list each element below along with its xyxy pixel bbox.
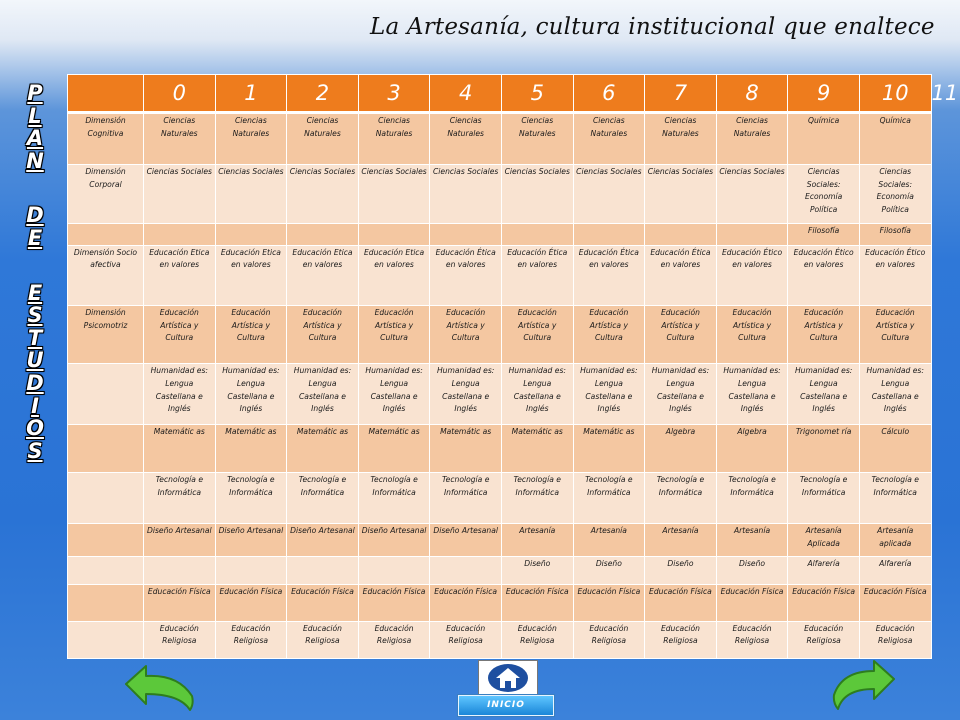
row-dimension-label (68, 223, 144, 245)
subject-cell: Trigonomet ría (788, 424, 860, 472)
grade-header: 3 (358, 75, 430, 113)
row-dimension-label: Dimensión Psicomotriz (68, 306, 144, 364)
subject-cell: Diseño Artesanal (144, 524, 216, 557)
subject-cell: Tecnología e Informática (358, 472, 430, 523)
subject-cell: Ciencias Sociales (716, 165, 788, 223)
subject-cell: Ciencias Naturales (501, 113, 573, 165)
subject-cell: Matemátic as (144, 424, 216, 472)
subject-cell: Humanidad es: Lengua Castellana e Inglés (716, 364, 788, 424)
subject-cell: Artesanía (645, 524, 717, 557)
table-row (68, 621, 932, 658)
subject-cell: Educación Física (716, 584, 788, 621)
subject-cell: Educación Etica en valores (358, 245, 430, 305)
subject-cell: Filosofía (788, 223, 860, 245)
subject-cell: Humanidad es: Lengua Castellana e Inglés (144, 364, 216, 424)
subject-cell: Educación Etica en valores (287, 245, 359, 305)
subject-cell: Ciencias Naturales (430, 113, 502, 165)
subject-cell: Diseño Artesanal (287, 524, 359, 557)
subject-cell: Educación Artística y Cultura (645, 306, 717, 364)
subject-cell: Diseño (716, 557, 788, 584)
side-label-letter: D (26, 370, 44, 395)
subject-cell: Educación Ética en valores (430, 245, 502, 305)
grade-header: 0 (144, 75, 216, 113)
subject-cell (215, 557, 287, 584)
subject-cell: Educación Física (144, 584, 216, 621)
subject-cell: Educación Física (573, 584, 645, 621)
subject-cell (215, 223, 287, 245)
grade-header: 7 (645, 75, 717, 113)
subject-cell: Educación Artística y Cultura (287, 306, 359, 364)
subject-cell: Educación Artística y Cultura (215, 306, 287, 364)
subject-cell: Tecnología e Informática (430, 472, 502, 523)
subject-cell: Matemátic as (215, 424, 287, 472)
side-label-letter: O (26, 416, 44, 441)
subject-cell: Filosofía (859, 223, 931, 245)
subject-cell: Educación Etica en valores (144, 245, 216, 305)
table-row (68, 472, 932, 523)
subject-cell (430, 223, 502, 245)
subject-cell: Educación Artística y Cultura (716, 306, 788, 364)
subject-cell: Tecnología e Informática (501, 472, 573, 523)
subject-cell: Alfarería (788, 557, 860, 584)
row-dimension-label (68, 584, 144, 621)
subject-cell: Ciencias Naturales (287, 113, 359, 165)
subject-cell: Tecnología e Informática (788, 472, 860, 523)
page-title: La Artesanía, cultura institucional que enaltece (370, 14, 935, 40)
side-label-letter: D (26, 203, 44, 228)
subject-cell: Humanidad es: Lengua Castellana e Inglés (215, 364, 287, 424)
subject-cell: Ciencias Sociales: Economía Política (788, 165, 860, 223)
subject-cell: Educación Religiosa (287, 621, 359, 658)
subject-cell: Algebra (645, 424, 717, 472)
subject-cell: Tecnología e Informática (645, 472, 717, 523)
subject-cell: Educación Religiosa (859, 621, 931, 658)
subject-cell (144, 557, 216, 584)
subject-cell: Educación Física (788, 584, 860, 621)
subject-cell (144, 223, 216, 245)
subject-cell: Diseño (645, 557, 717, 584)
subject-cell (645, 223, 717, 245)
subject-cell: Diseño Artesanal (215, 524, 287, 557)
subject-cell: Educación Ética en valores (573, 245, 645, 305)
subject-cell: Educación Religiosa (501, 621, 573, 658)
subject-cell: Ciencias Sociales (358, 165, 430, 223)
subject-cell: Educación Artística y Cultura (788, 306, 860, 364)
side-label-letter: U (26, 348, 44, 373)
grade-header: 4 (430, 75, 502, 113)
subject-cell: Educación Ético en valores (788, 245, 860, 305)
row-dimension-label (68, 557, 144, 584)
subject-cell: Química (859, 113, 931, 165)
side-label-letter: E (27, 280, 43, 305)
subject-cell: Humanidad es: Lengua Castellana e Inglés (645, 364, 717, 424)
house-icon (486, 663, 530, 693)
subject-cell: Ciencias Naturales (573, 113, 645, 165)
subject-cell: Ciencias Naturales (144, 113, 216, 165)
subject-cell (358, 223, 430, 245)
subject-cell: Educación Religiosa (788, 621, 860, 658)
subject-cell: Tecnología e Informática (573, 472, 645, 523)
grade-header: 2 (287, 75, 359, 113)
subject-cell: Ciencias Sociales (287, 165, 359, 223)
subject-cell: Ciencias Naturales (716, 113, 788, 165)
grade-header: 1 (215, 75, 287, 113)
subject-cell: Humanidad es: Lengua Castellana e Inglés (358, 364, 430, 424)
subject-cell: Humanidad es: Lengua Castellana e Inglés (788, 364, 860, 424)
subject-cell: Matemátic as (358, 424, 430, 472)
row-dimension-label (68, 621, 144, 658)
subject-cell: Ciencias Naturales (645, 113, 717, 165)
subject-cell: Educación Física (645, 584, 717, 621)
subject-cell: Educación Ética en valores (645, 245, 717, 305)
grade-header: 9 (788, 75, 860, 113)
subject-cell: Educación Religiosa (645, 621, 717, 658)
back-button[interactable] (120, 660, 200, 716)
table-row (68, 364, 932, 424)
subject-cell: Ciencias Sociales (645, 165, 717, 223)
curved-left-arrow-icon (120, 660, 200, 716)
subject-cell: Ciencias Sociales (144, 165, 216, 223)
home-button[interactable] (478, 660, 538, 696)
side-label-letter: I (31, 393, 39, 418)
curriculum-table (67, 74, 959, 659)
subject-cell: Artesanía (573, 524, 645, 557)
subject-cell: Educación Religiosa (573, 621, 645, 658)
subject-cell: Educación Física (859, 584, 931, 621)
subject-cell (573, 223, 645, 245)
subject-cell: Artesanía (501, 524, 573, 557)
grade-header: 5 (501, 75, 573, 113)
subject-cell: Química (788, 113, 860, 165)
subject-cell: Tecnología e Informática (716, 472, 788, 523)
subject-cell: Educación Religiosa (430, 621, 502, 658)
grade-header: 8 (716, 75, 788, 113)
subject-cell: Tecnología e Informática (287, 472, 359, 523)
grade-header-row: 0 1 2 3 4 5 6 7 8 9 10 11 (68, 75, 932, 113)
subject-cell: Ciencias Sociales (501, 165, 573, 223)
subject-cell: Ciencias Sociales (215, 165, 287, 223)
subject-cell: Educación Ética en valores (501, 245, 573, 305)
subject-cell: Ciencias Sociales (430, 165, 502, 223)
subject-cell: Humanidad es: Lengua Castellana e Inglés (430, 364, 502, 424)
table-row (68, 113, 932, 165)
plan-de-estudios-vertical-label (20, 82, 50, 462)
row-dimension-label (68, 472, 144, 523)
table-row (68, 223, 932, 245)
subject-cell: Humanidad es: Lengua Castellana e Inglés (501, 364, 573, 424)
subject-cell: Algebra (716, 424, 788, 472)
subject-cell: Educación Religiosa (215, 621, 287, 658)
row-dimension-label (68, 424, 144, 472)
subject-cell: Diseño (501, 557, 573, 584)
subject-cell: Ciencias Sociales: Economía Política (859, 165, 931, 223)
subject-cell: Educación Ético en valores (716, 245, 788, 305)
subject-cell: Educación Etica en valores (215, 245, 287, 305)
subject-cell: Educación Religiosa (716, 621, 788, 658)
subject-cell: Tecnología e Informática (859, 472, 931, 523)
side-label-letter: A (26, 126, 44, 151)
subject-cell: Artesanía Aplicada (788, 524, 860, 557)
subject-cell: Educación Física (501, 584, 573, 621)
side-label-letter: L (28, 103, 42, 128)
side-label-letter: P (27, 81, 43, 105)
subject-cell: Humanidad es: Lengua Castellana e Inglés (573, 364, 645, 424)
inicio-button[interactable]: INICIO (458, 695, 554, 716)
subject-cell (287, 557, 359, 584)
subject-cell: Matemátic as (430, 424, 502, 472)
subject-cell: Humanidad es: Lengua Castellana e Inglés (859, 364, 931, 424)
grade-header: 6 (573, 75, 645, 113)
subject-cell: Artesanía (716, 524, 788, 557)
forward-button[interactable] (828, 655, 898, 711)
side-label-letter: S (27, 303, 43, 328)
subject-cell (358, 557, 430, 584)
row-dimension-label: Dimensión Socio afectiva (68, 245, 144, 305)
subject-cell: Educación Artística y Cultura (859, 306, 931, 364)
subject-cell: Tecnología e Informática (215, 472, 287, 523)
subject-cell: Alfarería (859, 557, 931, 584)
subject-cell: Diseño Artesanal (358, 524, 430, 557)
table-row (68, 424, 932, 472)
subject-cell: Matemátic as (501, 424, 573, 472)
subject-cell: Educación Artística y Cultura (501, 306, 573, 364)
grade-header: 10 (859, 75, 931, 113)
subject-cell: Educación Artística y Cultura (430, 306, 502, 364)
subject-cell: Educación Física (215, 584, 287, 621)
subject-cell (287, 223, 359, 245)
side-label-letter: E (27, 225, 43, 250)
subject-cell: Diseño Artesanal (430, 524, 502, 557)
subject-cell: Ciencias Sociales (573, 165, 645, 223)
curved-right-arrow-icon (828, 655, 898, 711)
subject-cell: Matemátic as (287, 424, 359, 472)
table-row (68, 165, 932, 223)
subject-cell: Educación Artística y Cultura (144, 306, 216, 364)
row-dimension-label: Dimensión Cognitiva (68, 113, 144, 165)
subject-cell: Educación Física (287, 584, 359, 621)
side-label-letter: T (27, 325, 43, 350)
side-label-letter: N (26, 148, 44, 173)
subject-cell: Tecnología e Informática (144, 472, 216, 523)
subject-cell: Educación Religiosa (358, 621, 430, 658)
subject-cell: Artesanía aplicada (859, 524, 931, 557)
subject-cell (501, 223, 573, 245)
header-corner (68, 75, 144, 113)
subject-cell (430, 557, 502, 584)
subject-cell: Educación Ético en valores (859, 245, 931, 305)
subject-cell: Ciencias Naturales (215, 113, 287, 165)
subject-cell: Educación Física (430, 584, 502, 621)
subject-cell: Cálculo (859, 424, 931, 472)
subject-cell: Matemátic as (573, 424, 645, 472)
table-row (68, 557, 932, 584)
row-dimension-label: Dimensión Corporal (68, 165, 144, 223)
table-row (68, 524, 932, 557)
subject-cell (716, 223, 788, 245)
table-row (68, 306, 932, 364)
subject-cell: Ciencias Naturales (358, 113, 430, 165)
row-dimension-label (68, 524, 144, 557)
side-label-letter: S (27, 438, 43, 463)
table-row (68, 245, 932, 305)
table-row (68, 584, 932, 621)
subject-cell: Humanidad es: Lengua Castellana e Inglés (287, 364, 359, 424)
subject-cell: Educación Artística y Cultura (358, 306, 430, 364)
subject-cell: Educación Física (358, 584, 430, 621)
subject-cell: Educación Religiosa (144, 621, 216, 658)
row-dimension-label (68, 364, 144, 424)
subject-cell: Diseño (573, 557, 645, 584)
subject-cell: Educación Artística y Cultura (573, 306, 645, 364)
